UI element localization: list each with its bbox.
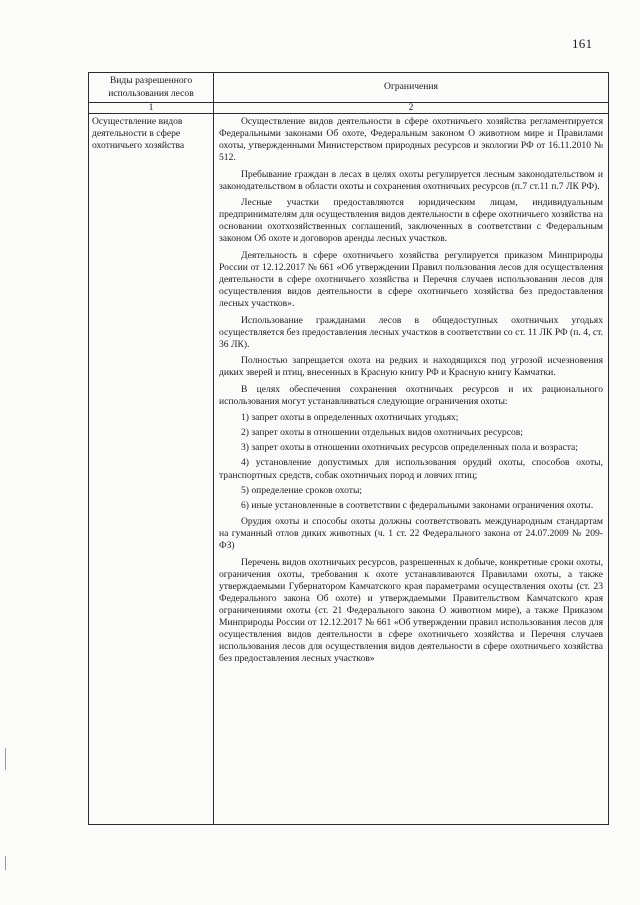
restriction-item: 3) запрет охоты в отношении охотничьих ресурсов определенных пола и возраста;	[241, 442, 578, 454]
page-number: 161	[572, 36, 593, 51]
paragraph: В целях обеспечения сохранения охотничьих ресурсов и их рационального использования могут устанавливаться следующие ограничения охоты:	[219, 383, 603, 407]
paragraph: Орудия охоты и способы охоты должны соответствовать международным стандартам на гуманный отлов диких животных (ч. 1 ст. 22 Федерального закона от 24.07.2009 № 209-ФЗ)	[219, 516, 603, 552]
paragraph: Пребывание граждан в лесах в целях охоты регулируется лесным законодательством и законодательством в области охоты и сохранения охотничьих ресурсов (п.7 ст.11 п.7 ЛК РФ).	[219, 168, 603, 192]
paragraph: Осуществление видов деятельности в сфере охотничьего хозяйства регламентируется Федеральными законами Об охоте, Федеральным законом О животном мире и Правилами охоты, утвержденными Министерством природных ресурсов и экологии РФ от 16.11.2010 № 512.	[219, 116, 603, 164]
paragraph: Перечень видов охотничьих ресурсов, разрешенных к добыче, конкретные сроки охоты, ограничения охоты, требования к охоте устанавливаются Правилами охоты, а также утверждаемыми Губернатором Камчатского края параметрами осуществления охоты (ст. 23 Федерального закона Об охоте) и утверждаемыми Правительством Камчатского края ограничениями охоты (ст. 21 Федерального закона О животном мире), а также Приказом Минприроды России от 12.12.2017 № 661 «Об утверждении правил использования лесов для осуществления видов деятельности в сфере охотничьего хозяйства и Перечня случаев использования лесов для осуществления видов деятельности в сфере охотничьего хозяйства без предоставления лесных участков»	[219, 556, 603, 665]
scan-margin-mark	[5, 856, 6, 870]
paragraph: Использование гражданами лесов в общедоступных охотничьих угодьях осуществляется без предоставления лесных участков в соответствии со ст. 11 ЛК РФ (п. 4, ст. 36 ЛК).	[219, 314, 603, 350]
activity-type-cell: Осуществление видов деятельности в сфере охотничьего хозяйства	[89, 114, 214, 825]
paragraph: Полностью запрещается охота на редких и находящихся под угрозой исчезновения диких зверей и птиц, внесенных в Красную книгу РФ и Красную книгу Камчатки.	[219, 355, 603, 379]
scan-margin-mark	[5, 748, 6, 770]
restriction-item: 6) иные установленные в соответствии с федеральными законами ограничения охоты.	[241, 499, 594, 511]
restriction-item: 4) установление допустимых для использования орудий охоты, способов охоты, транспортных средств, собак охотничьих пород и ловчих птиц;	[219, 457, 603, 481]
table-row	[89, 114, 609, 825]
header-restrictions: Ограничения	[214, 73, 609, 103]
column-number-1: 1	[89, 103, 214, 114]
paragraph: Лесные участки предоставляются юридическим лицам, индивидуальным предпринимателям для осуществления видов деятельности в сфере охотничьего хозяйства на основании охотхозяйственных соглашений, заключенных в соответствии с Федеральным законом Об охоте и договоров аренды лесных участков.	[219, 197, 603, 245]
restriction-item: 5) определение сроков охоты;	[241, 484, 363, 496]
header-row	[89, 73, 609, 103]
column-number-row	[89, 103, 609, 114]
column-number-2: 2	[214, 103, 609, 114]
restrictions-table	[88, 72, 609, 825]
restrictions-cell	[214, 114, 609, 825]
restriction-item: 2) запрет охоты в отношении отдельных видов охотничьих ресурсов;	[241, 427, 523, 439]
restriction-item: 1) запрет охоты в определенных охотничьих угодьях;	[241, 412, 459, 424]
paragraph: Деятельность в сфере охотничьего хозяйства регулируется приказом Минприроды России от 12.12.2017 № 661 «Об утверждении Правил пользования лесов для осуществления деятельности в сфере охотничьего хозяйства и Перечня случаев использования лесов для осуществления видов деятельности в сфере охотничьего хозяйства без предоставления лесных участков».	[219, 249, 603, 310]
header-forest-use-types: Виды разрешенного использования лесов	[89, 73, 214, 103]
